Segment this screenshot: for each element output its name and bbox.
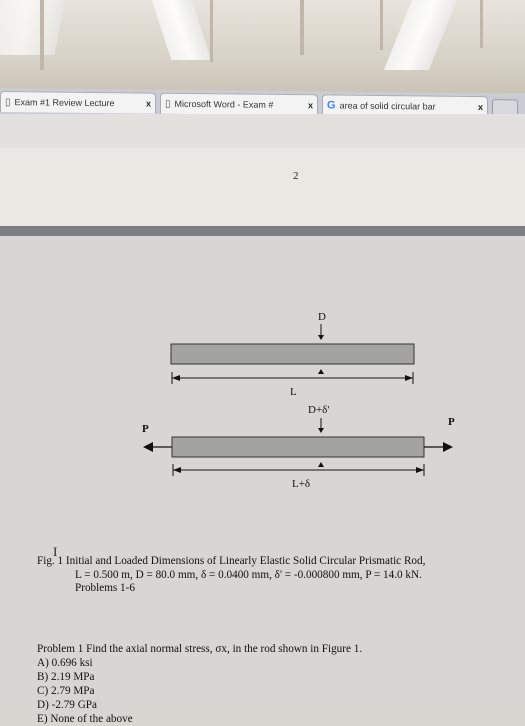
page-icon: ▯ xyxy=(165,98,171,110)
label-d: D xyxy=(318,311,326,323)
label-l: L xyxy=(290,386,297,398)
ceiling-light xyxy=(384,0,461,70)
dim-arrow-right xyxy=(405,375,413,381)
ceiling-light xyxy=(0,0,65,55)
loaded-rod xyxy=(172,437,424,457)
tab-exam-review[interactable] xyxy=(0,91,156,114)
document-viewer xyxy=(0,148,525,725)
tab-label: Exam #1 Review Lecture xyxy=(14,97,115,109)
caption-line-3: Problems 1-6 xyxy=(75,582,135,594)
caption-line-1: Fig. 1 Initial and Loaded Dimensions of Linearly Elastic Solid Circular Prismatic Rod, xyxy=(37,555,426,567)
answer-option: A) 0.696 ksi xyxy=(37,657,93,669)
ceiling-beam xyxy=(480,0,483,48)
tab-label: Microsoft Word - Exam # xyxy=(174,98,274,110)
dim-arrow-right-2 xyxy=(416,467,424,473)
problem-title: Problem 1 Find the axial normal stress, σx, in the rod shown in Figure 1. xyxy=(37,643,363,655)
caption-line-2: L = 0.500 m, D = 80.0 mm, δ = 0.0400 mm, δ' = -0.000800 mm, P = 14.0 kN. xyxy=(75,568,422,581)
arrow-d-head xyxy=(318,335,324,340)
tab-microsoft-word[interactable] xyxy=(160,93,318,116)
answer-option: E) None of the above xyxy=(37,713,133,725)
problem-block xyxy=(37,642,517,726)
arrow-up-small xyxy=(318,369,324,374)
previous-page xyxy=(0,148,525,226)
answer-option: D) -2.79 GPa xyxy=(37,699,97,711)
arrow-dd-head xyxy=(318,428,324,433)
page-number: 2 xyxy=(293,170,299,182)
force-left-head xyxy=(143,442,153,452)
ceiling-beam xyxy=(380,0,383,50)
ceiling-beam xyxy=(40,0,44,70)
text-cursor-icon: I xyxy=(53,544,58,559)
browser-toolbar xyxy=(0,114,525,149)
rod-figure xyxy=(0,236,525,556)
label-p-right: P xyxy=(448,416,455,428)
ceiling-light xyxy=(149,0,212,60)
label-p-left: P xyxy=(142,423,149,435)
ceiling-beam xyxy=(300,0,304,55)
arrow-up-small-2 xyxy=(318,462,324,467)
tab-label: area of solid circular bar xyxy=(339,100,436,112)
figure-caption xyxy=(37,555,517,596)
initial-rod xyxy=(171,344,414,364)
label-d-delta: D+δ' xyxy=(308,404,330,416)
dim-arrow-left-2 xyxy=(173,467,181,473)
answer-option: B) 2.19 MPa xyxy=(37,671,95,683)
page-separator xyxy=(0,226,525,236)
close-icon[interactable]: x xyxy=(477,102,483,113)
close-icon[interactable]: x xyxy=(307,100,313,111)
label-l-delta: L+δ xyxy=(292,478,311,490)
room-background xyxy=(0,0,525,95)
close-icon[interactable]: x xyxy=(145,98,151,109)
answer-option: C) 2.79 MPa xyxy=(37,685,95,697)
dim-arrow-left xyxy=(172,375,180,381)
google-icon: G xyxy=(327,99,336,112)
force-right-head xyxy=(443,442,453,452)
ceiling-beam xyxy=(210,0,213,62)
current-page xyxy=(0,236,525,725)
page-icon: ▯ xyxy=(5,96,11,108)
